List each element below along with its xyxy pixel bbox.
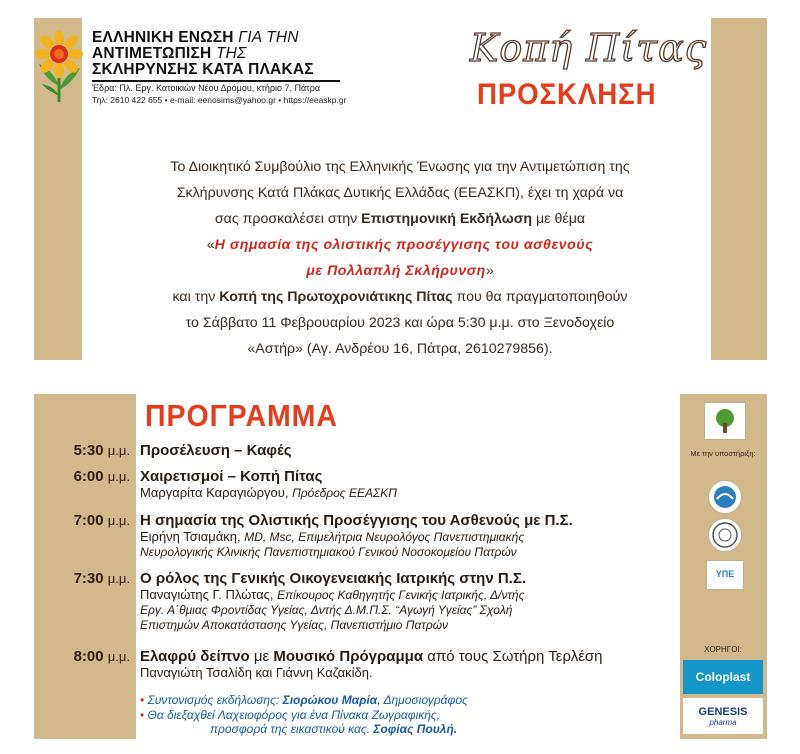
intro-line: και την Κοπή της Πρωτοχρονιάτικης Πίτας που θα πραγματοποιηθούν [172,289,628,305]
coordination-note: • Συντονισμός εκδήλωσης: Σιορώκου Μαρία, Δημοσιογράφος [140,693,468,707]
support-label: Με την υποστήριξη: [690,449,756,458]
sunflower-logo-icon [33,30,85,102]
sponsors-label: ΧΟΡΗΓΟΙ: [704,645,742,654]
org-name-line2: ΑΝΤΙΜΕΤΩΠΙΣΗ ΤΗΣ [92,45,247,62]
support-logo-1 [704,402,746,440]
intro-line: Σκλήρυνσης Κατά Πλάκας Δυτικής Ελλάδας (ΕΕΑΣΚΠ), έχει τη χαρά να [176,185,624,201]
support-logo-4: ΥΠΕ [706,560,744,590]
raffle-note: • Θα διεξαχθεί Λαχειοφόρος για ένα Πίνακα Ζωγραφικής, [140,708,441,722]
org-address: Έδρα: Πλ. Εργ. Κατοικιών Νέου Δρόμου, κτήριο 7, Πάτρα [92,82,321,93]
seal-logo-icon [709,519,741,551]
intro-line: σας προσκαλέσει στην Επιστημονική Εκδήλωση με θέμα [214,211,586,227]
intro-line: «Αστήρ» (Αγ. Ανδρέου 16, Πάτρα, 2610279856). [247,341,553,357]
org-name-line1: ΕΛΛΗΝΙΚΗ ΕΝΩΣΗ ΓΙΑ ΤΗΝ [92,29,299,46]
organization-header [92,30,362,106]
intro-line: Το Διοικητικό Συμβούλιο της Ελληνικής Ένωσης για την Αντιμετώπιση της [170,159,630,175]
raffle-note-cont: προσφορά της εικαστικού κας. Σοφίας Πουλή. [210,722,458,736]
org-name-line3: ΣΚΛΗΡΥΝΣΗΣ ΚΑΤΑ ΠΛΑΚΑΣ [92,61,314,78]
region-logo-icon [709,481,741,513]
invitation-text [110,154,690,362]
support-logo-3 [708,518,742,552]
coloplast-logo: Coloplast [683,660,763,694]
kopi-pitas-title: Κοπή Πίτας [470,26,708,70]
event-title-line: «Η σημασία της ολιστικής προσέγγισης του ασθενούς [206,237,594,253]
intro-line: το Σάββατο 11 Φεβρουαρίου 2023 και ώρα 5:30 μ.μ. στο Ξενοδοχείο [185,315,615,331]
tree-logo-icon [705,403,745,439]
org-contacts: Τηλ: 2610 422 655 • e-mail: eenosims@yahoo.gr • https://eeaskp.gr [92,94,347,105]
invitation-heading: ΠΡΟΣΚΛΗΣΗ [477,78,657,111]
decorative-band-top-right [711,18,767,360]
genesis-pharma-logo: GENESIS pharma [683,698,763,734]
support-logo-2 [708,480,742,514]
program-heading: ΠΡΟΓΡΑΜΜΑ [145,398,338,433]
event-title-line: με Πολλαπλή Σκλήρυνση» [306,263,494,279]
